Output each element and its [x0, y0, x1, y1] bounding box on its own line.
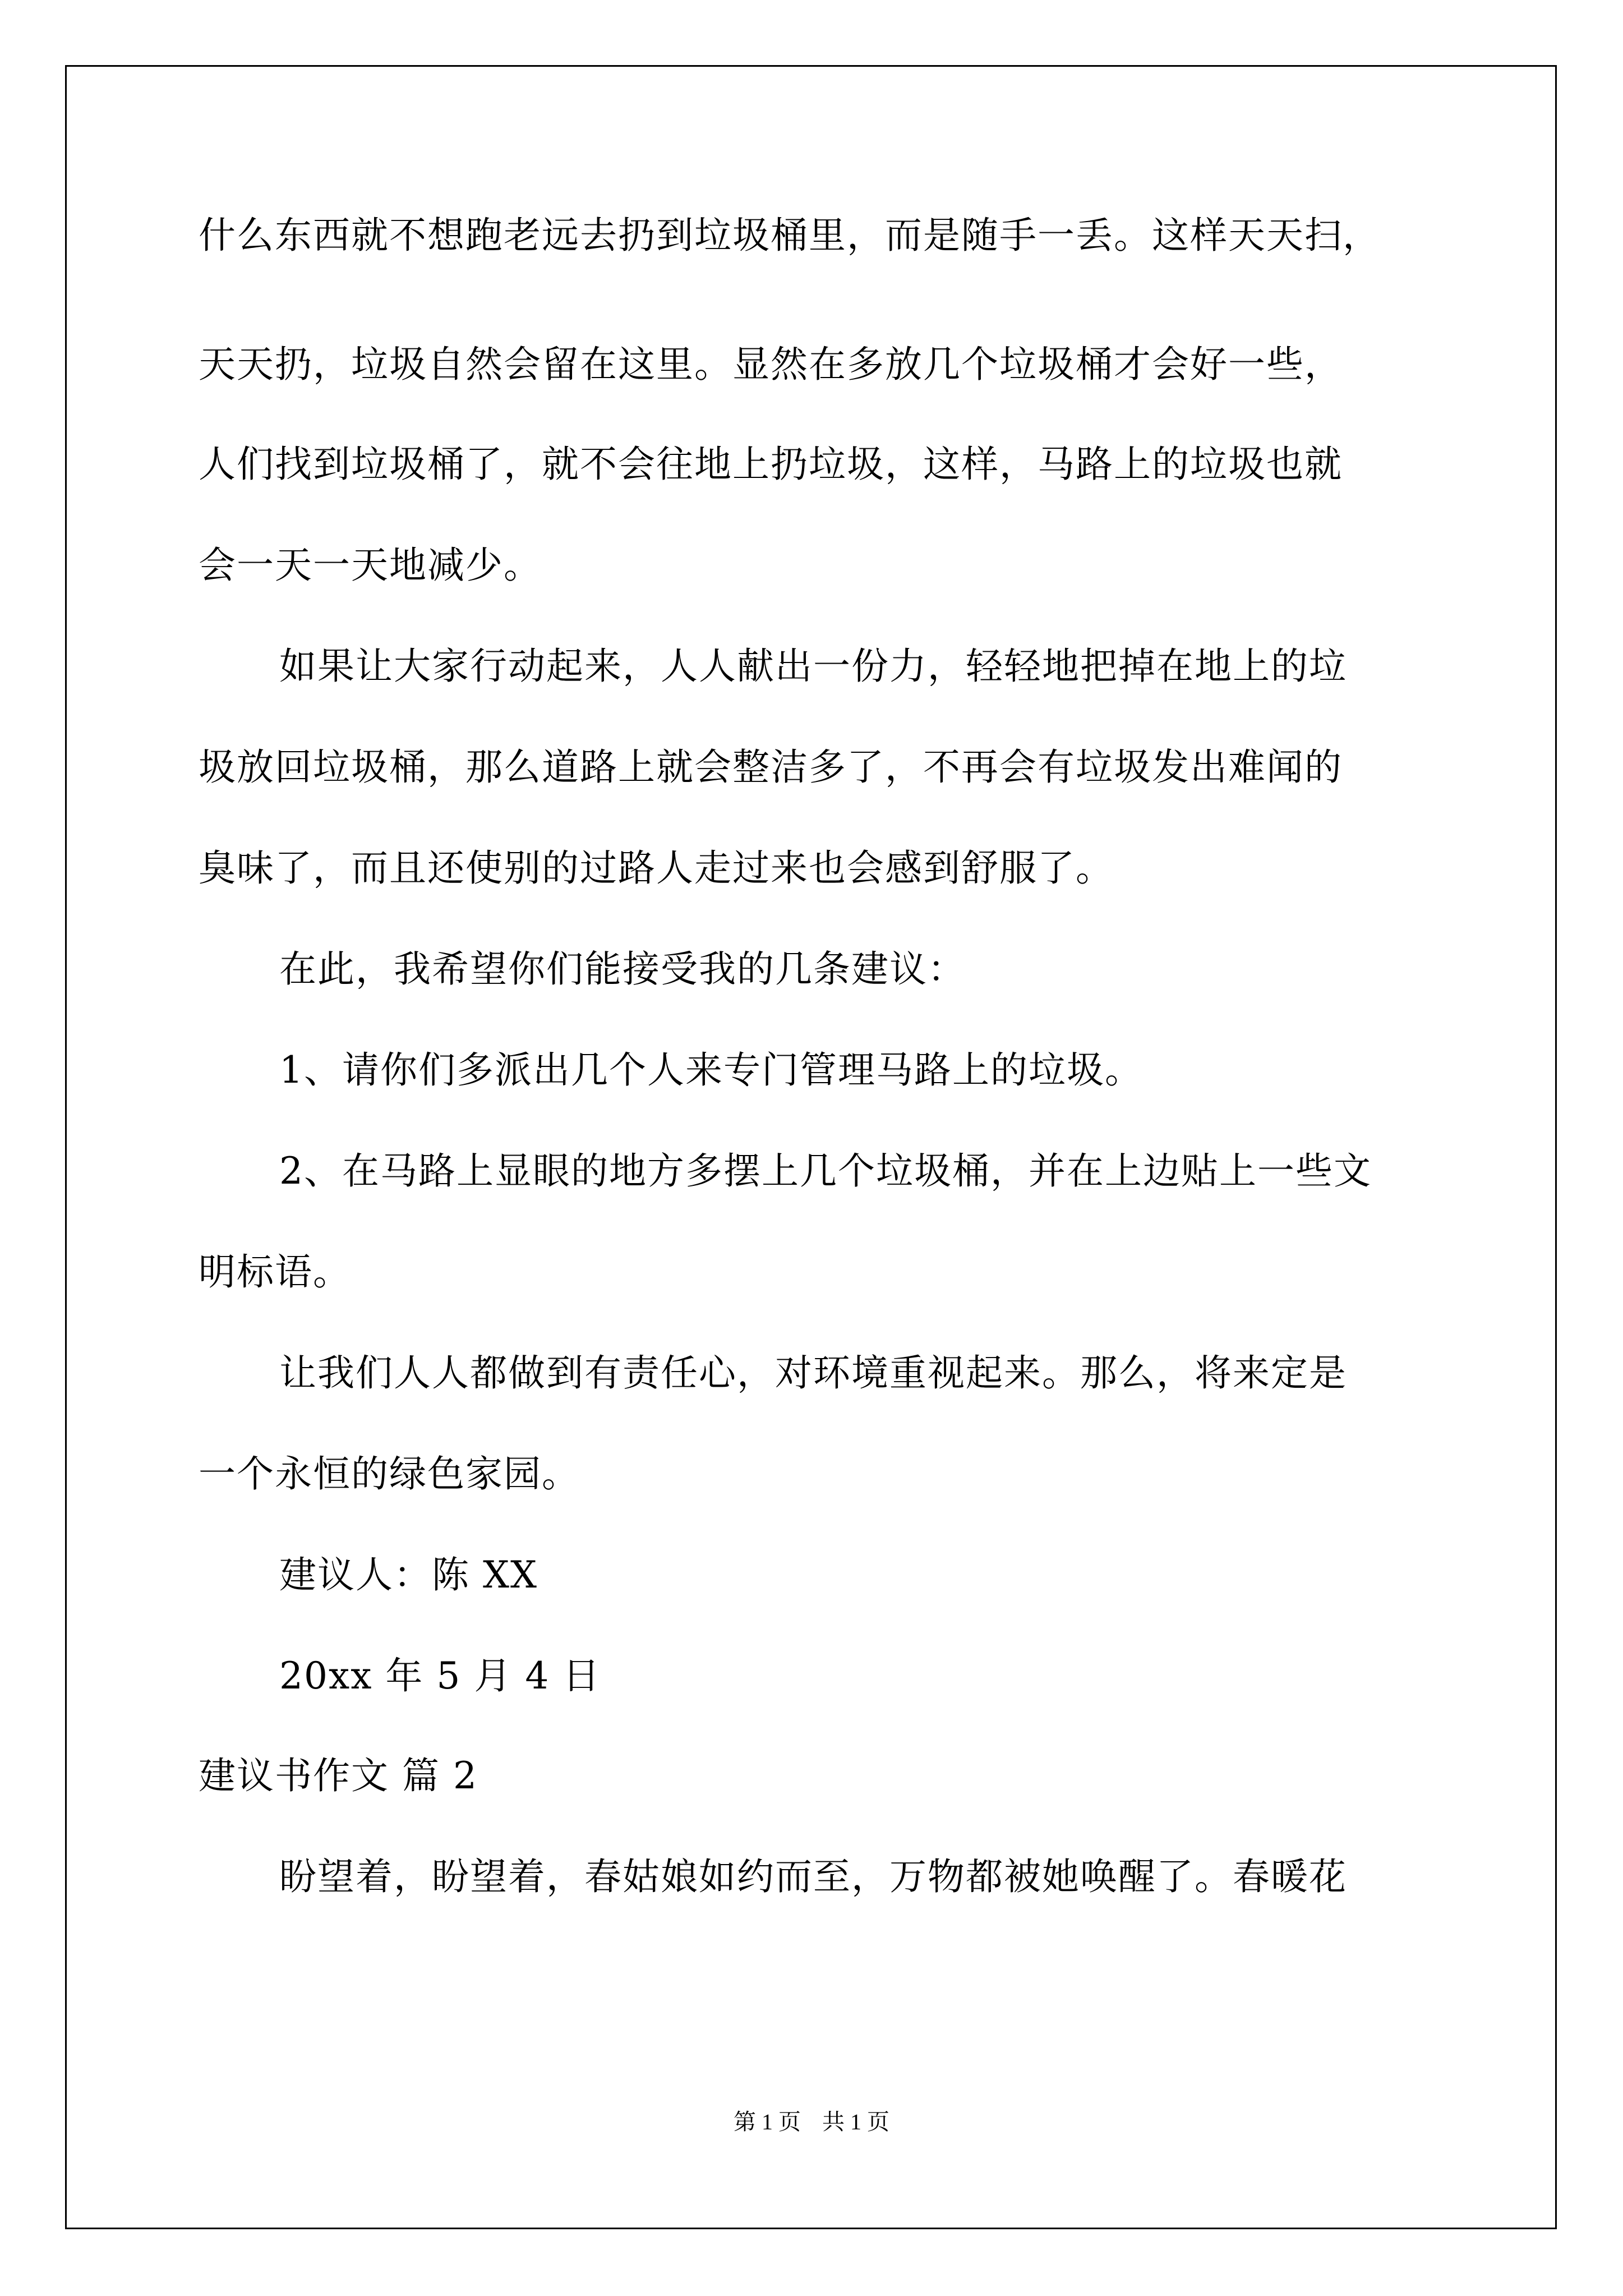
- text-line-2: 天天扔，垃圾自然会留在这里。显然在多放几个垃圾桶才会好一些，: [199, 343, 1343, 386]
- text-line-7: 臭味了，而且还使别的过路人走过来也会感到舒服了。: [199, 846, 1114, 890]
- text-line-13: 一个永恒的绿色家园。: [199, 1452, 580, 1496]
- text-line-12: 让我们人人都做到有责任心，对环境重视起来。那么，将来定是: [279, 1351, 1347, 1395]
- text-line-6: 圾放回垃圾桶，那么道路上就会整洁多了，不再会有垃圾发出难闻的: [199, 746, 1343, 789]
- text-line-10: 2、在马路上显眼的地方多摆上几个垃圾桶，并在上边贴上一些文: [279, 1149, 1372, 1193]
- text-line-4: 会一天一天地减少。: [199, 544, 542, 587]
- signature-line: 建议人：陈 XX: [279, 1553, 538, 1596]
- text-line-5: 如果让大家行动起来，人人献出一份力，轻轻地把掉在地上的垃: [279, 645, 1347, 688]
- text-line-9: 1、请你们多派出几个人来专门管理马路上的垃圾。: [279, 1048, 1143, 1092]
- text-line-17: 盼望着，盼望着，春姑娘如约而至，万物都被她唤醒了。春暖花: [279, 1855, 1347, 1898]
- text-line-1: 什么东西就不想跑老远去扔到垃圾桶里，而是随手一丢。这样天天扫，: [199, 214, 1381, 257]
- text-line-11: 明标语。: [199, 1250, 351, 1294]
- page-number-current: 第 1 页: [734, 2109, 801, 2134]
- page-number-total: 共 1 页: [822, 2109, 889, 2134]
- section-heading: 建议书作文 篇 2: [199, 1754, 478, 1797]
- date-line: 20xx 年 5 月 4 日: [279, 1654, 601, 1697]
- page-frame: [65, 65, 1557, 2229]
- page-footer: [0, 2108, 1623, 2136]
- text-line-3: 人们找到垃圾桶了，就不会往地上扔垃圾，这样，马路上的垃圾也就: [199, 443, 1343, 486]
- text-line-8: 在此，我希望你们能接受我的几条建议：: [279, 947, 966, 991]
